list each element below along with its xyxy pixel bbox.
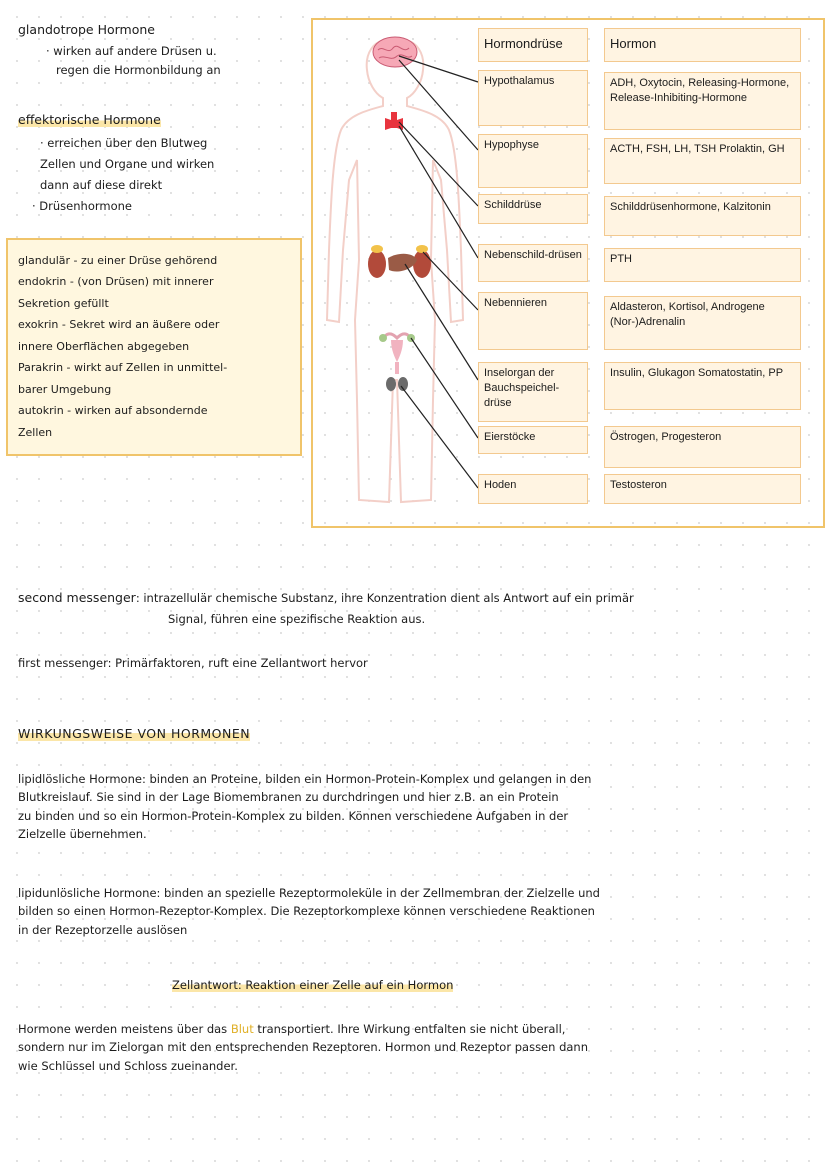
gland-cell: Inselorgan der Bauchspeichel-drüse (478, 362, 588, 422)
unlipid-term: lipidunlösliche Hormone (18, 886, 157, 900)
gland-cell: Nebennieren (478, 292, 588, 350)
hormone-cell: Östrogen, Progesteron (604, 426, 801, 468)
gland-cell: Hypothalamus (478, 70, 588, 126)
glandotrope-line1: · wirken auf andere Drüsen u. (46, 44, 217, 59)
leader-lines (399, 56, 478, 488)
blood-paragraph (18, 1020, 822, 1075)
effektorische-line2: Zellen und Organe und wirken (40, 157, 215, 172)
hormone-cell: PTH (604, 248, 801, 282)
lipid-text: Zielzelle übernehmen. (18, 827, 147, 842)
unlipid-text: bilden so einen Hormon-Rezeptor-Komplex. Die Rezeptorkomplexe können verschiedene Reaktionen (18, 904, 595, 919)
glossary-line: innere Oberflächen abgegeben (18, 339, 190, 353)
effektorische-notes (18, 112, 308, 214)
section-heading: WIRKUNGSWEISE VON HORMONEN (18, 726, 251, 741)
blood-text: wie Schlüssel und Schloss zueinander. (18, 1058, 238, 1073)
gland-cell: Hoden (478, 474, 588, 504)
glandotrope-notes (18, 22, 298, 78)
glossary-line: exokrin - Sekret wird an äußere oder (18, 318, 220, 332)
glandotrope-line2: regen die Hormonbildung an (56, 63, 221, 78)
lipid-term: lipidlösliche Hormone (18, 772, 142, 786)
lipid-paragraph (18, 770, 822, 844)
pancreas-icon (388, 254, 417, 272)
gland-cell: Schilddrüse (478, 194, 588, 224)
blood-text: Hormone werden meistens über das (18, 1022, 231, 1036)
glossary-line: autokrin - wirken auf absondernde (18, 404, 208, 418)
gland-cell: Nebenschild-drüsen (478, 244, 588, 282)
blood-word: Blut (230, 1022, 254, 1036)
header-hormone: Hormon (604, 28, 801, 62)
header-gland: Hormondrüse (478, 28, 588, 62)
uterus-icon (379, 334, 415, 374)
hormone-cell: ACTH, FSH, LH, TSH Prolaktin, GH (604, 138, 801, 184)
blood-text: sondern nur im Zielorgan mit den entsprechenden Rezeptoren. Hormon und Rezeptor passen dann (18, 1040, 589, 1055)
second-messenger-text2: Signal, führen eine spezifische Reaktion aus. (168, 612, 426, 627)
glossary-line: glandulär - zu einer Drüse gehörend (18, 254, 218, 267)
effektorische-line3: dann auf diese direkt (40, 178, 163, 193)
unlipid-text: in der Rezeptorzelle auslösen (18, 922, 188, 937)
glossary-line: Parakrin - wirkt auf Zellen in unmittel- (18, 361, 228, 375)
hormone-cell: ADH, Oxytocin, Releasing-Hormone, Release-Inhibiting-Hormone (604, 72, 801, 130)
hormone-cell: Testosteron (604, 474, 801, 504)
lipid-text: Blutkreislauf. Sie sind in der Lage Biomembranen zu durchdringen und hier z.B. an ein Protein (18, 790, 559, 805)
hormone-cell: Insulin, Glukagon Somatostatin, PP (604, 362, 801, 410)
blood-text: transportiert. Ihre Wirkung entfalten sie nicht überall, (253, 1022, 566, 1036)
glossary-box (6, 238, 302, 456)
unlipid-text: : binden an spezielle Rezeptormoleküle in der Zellmembran der Zielzelle und (156, 886, 600, 900)
glossary-line: Sekretion gefüllt (18, 296, 109, 310)
first-messenger-def (18, 656, 818, 671)
effektorische-title: effektorische Hormone (18, 112, 161, 127)
druesenhormone: · Drüsenhormone (32, 199, 132, 214)
unlipid-paragraph (18, 884, 822, 939)
first-messenger-text: : Primärfaktoren, ruft eine Zellantwort hervor (107, 656, 368, 670)
second-messenger-def (18, 590, 818, 627)
gland-cell: Hypophyse (478, 134, 588, 188)
second-messenger-text: : intrazellulär chemische Substanz, ihre Konzentration dient als Antwort auf ein primär (135, 591, 634, 605)
lipid-text: : binden an Proteine, bilden ein Hormon-Protein-Komplex und gelangen in den (141, 772, 592, 786)
second-messenger-term: second messenger (18, 590, 136, 605)
glossary-line: endokrin - (von Drüsen) mit innerer (18, 275, 214, 289)
hormone-cell: Aldasteron, Kortisol, Androgene (Nor-)Adrenalin (604, 296, 801, 350)
brain-icon (373, 37, 417, 67)
glossary-line: barer Umgebung (18, 382, 112, 396)
hormone-cell: Schilddrüsenhormone, Kalzitonin (604, 196, 801, 236)
gland-cell: Eierstöcke (478, 426, 588, 454)
endocrine-diagram (311, 18, 825, 528)
glossary-line: Zellen (18, 425, 53, 439)
glandotrope-title: glandotrope Hormone (18, 22, 155, 37)
effektorische-line1: · erreichen über den Blutweg (40, 136, 208, 151)
zellantwort-def: Zellantwort: Reaktion einer Zelle auf ein Hormon (172, 978, 454, 992)
first-messenger-term: first messenger (18, 656, 108, 670)
lipid-text: zu binden und so ein Hormon-Protein-Komplex zu bilden. Können verschiedene Aufgaben in der (18, 808, 569, 823)
